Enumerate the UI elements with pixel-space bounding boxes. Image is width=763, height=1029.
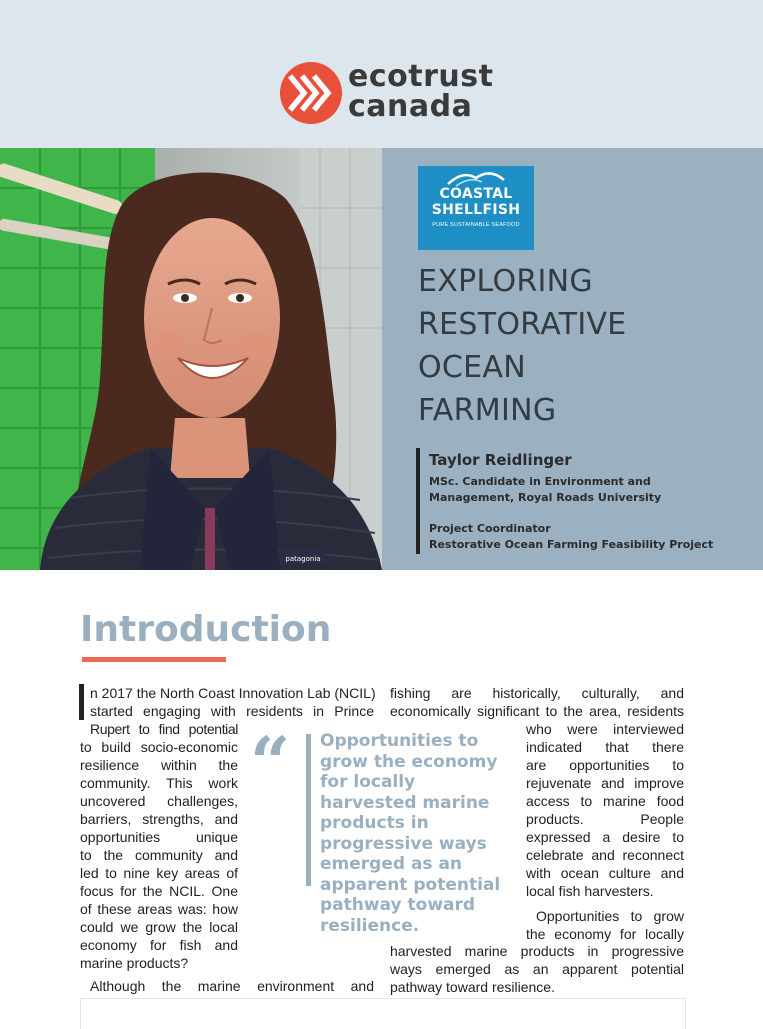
partner-logo-tagline: PURE SUSTAINABLE SEAFOOD [432, 222, 520, 228]
text-line: who were interviewed [526, 721, 684, 737]
text-line: Although the marine environment and [90, 978, 374, 994]
column-2-narrow [526, 720, 684, 900]
column-1-line [90, 720, 238, 738]
text-line: uncovered challenges, [80, 793, 238, 809]
text-line: fishing are historically, culturally, and [390, 685, 684, 701]
hero-panel [382, 148, 763, 570]
title-line: EXPLORING [418, 264, 593, 299]
text-line: pathway toward resilience. [390, 979, 555, 995]
text-line: local fish harvesters. [526, 883, 654, 899]
portrait-illustration [0, 148, 382, 570]
column-2-intro [390, 684, 684, 720]
text-line: economically significant to the area, residents [390, 703, 684, 719]
section-heading: Introduction [80, 609, 332, 650]
text-line: focus for the NCIL. One [80, 883, 238, 899]
coastal-shellfish-logo [418, 166, 534, 250]
text-line: the economy for locally [526, 926, 684, 942]
ecotrust-mark-icon [280, 62, 342, 124]
text-line: harvested marine products in progressive [390, 943, 684, 959]
text-line: community. This work [80, 775, 238, 791]
ecotrust-logo [280, 59, 494, 126]
author-credential: MSc. Candidate in Environment and [429, 475, 651, 488]
title-line: OCEAN [418, 350, 526, 385]
pull-quote: Opportunities to grow the economy for locally harvested marine products in progressive ways emerged as an apparent potential pathway toward resilience. [320, 731, 501, 936]
text-line: started engaging with residents in Prince [90, 703, 374, 719]
column-1-last [90, 977, 374, 995]
column-2-bottom [390, 942, 684, 996]
page-header [0, 0, 763, 148]
text-line: with ocean culture and [526, 865, 684, 881]
text-line: ways emerged as an apparent potential [390, 961, 684, 977]
jacket-label: patagonia [285, 555, 321, 563]
footer-box [80, 998, 686, 1029]
text-line: could we grow the local [80, 919, 238, 935]
text-line: are opportunities to [526, 757, 684, 773]
text-line: products. People [526, 811, 684, 827]
title-line: FARMING [418, 393, 557, 428]
text-line: barriers, strengths, and [80, 811, 238, 827]
page-title [418, 260, 748, 432]
text-line: to the community and [80, 847, 238, 863]
column-1-narrow [80, 738, 238, 972]
text-line: opportunities unique [80, 829, 238, 845]
text-line: rejuvenate and improve [526, 775, 684, 791]
logo-line-canada: canada [348, 89, 473, 124]
text-line: marine products? [80, 955, 189, 971]
quote-bar [306, 734, 311, 886]
text-line: economy for fish and [80, 937, 238, 953]
text-line: expressed a desire to [526, 829, 684, 845]
text-line: n 2017 the North Coast Innovation Lab (NCIL) [90, 685, 376, 701]
partner-logo-line1: COASTAL [439, 186, 513, 202]
hero-photo [0, 148, 382, 570]
author-role: Project Coordinator [429, 522, 551, 535]
text-line: access to marine food [526, 793, 684, 809]
text-line: Rupert to find potential [90, 721, 238, 737]
title-line: RESTORATIVE [418, 307, 627, 342]
author-credential: Management, Royal Roads University [429, 491, 662, 504]
text-line: resilience within the [80, 757, 238, 773]
text-line: to build socio-economic [80, 739, 238, 755]
quote-mark-icon: “ [250, 721, 291, 804]
logo-line-ecotrust: ecotrust [348, 59, 494, 94]
author-block [416, 448, 746, 554]
text-line: of these areas was: how [80, 901, 238, 917]
text-line: celebrate and reconnect [526, 847, 684, 863]
author-name: Taylor Reidlinger [429, 451, 572, 469]
partner-logo-line2: SHELLFISH [431, 202, 521, 218]
text-line: indicated that there [526, 739, 684, 755]
logo-wordmark [348, 59, 494, 124]
text-line: Opportunities to grow [536, 908, 684, 924]
column-1-intro [90, 684, 374, 720]
text-line: led to nine key areas of [80, 865, 238, 881]
drop-cap [79, 684, 84, 720]
heading-underline [82, 657, 226, 662]
column-2-para2 [526, 907, 684, 943]
author-project: Restorative Ocean Farming Feasibility Project [429, 538, 714, 551]
